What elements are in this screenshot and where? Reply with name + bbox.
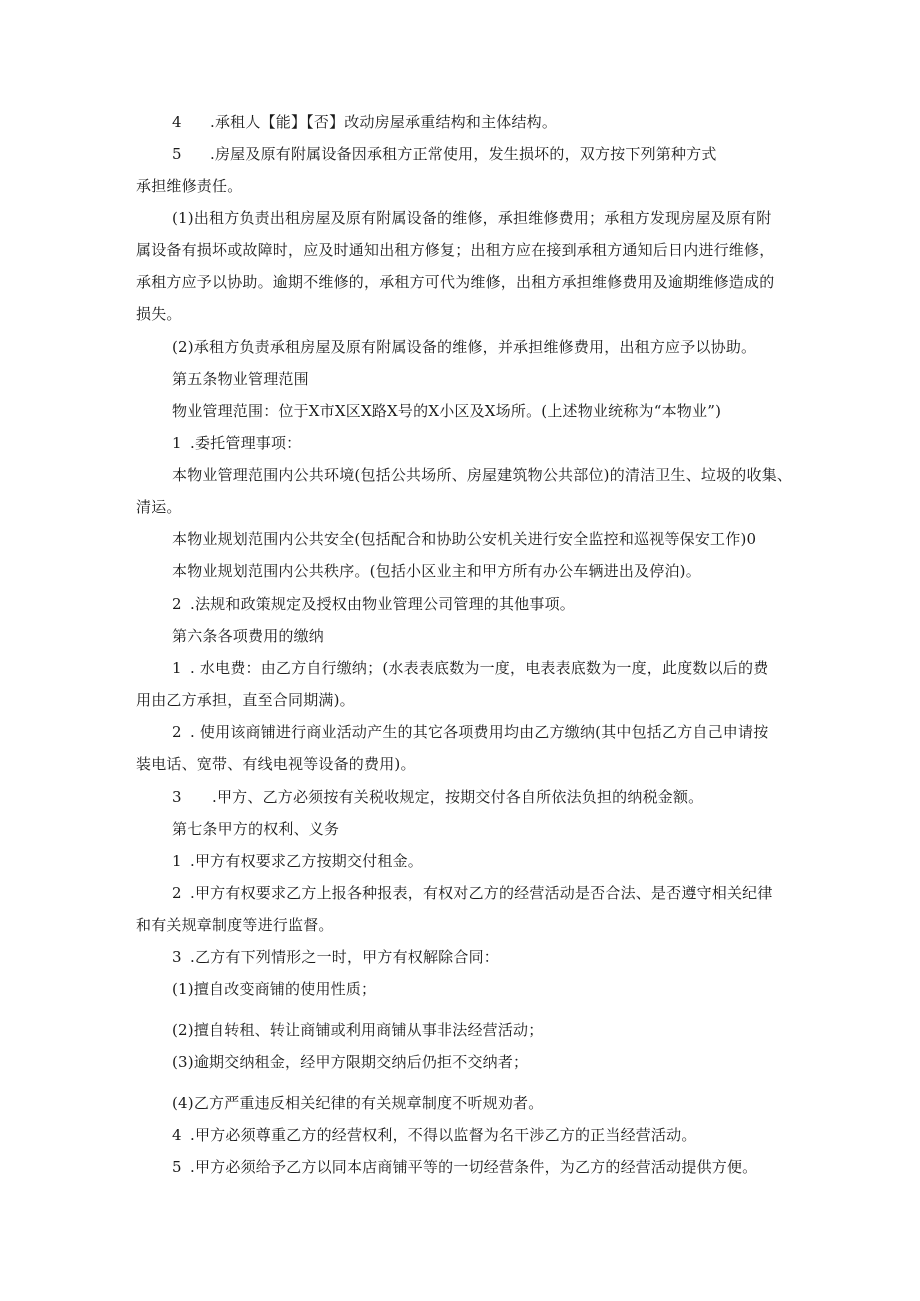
list-number: 1 [172,434,182,452]
list-number: 4 [172,113,182,131]
clause-5-repair-responsibility [172,144,717,164]
paragraph-line: 和有关规章制度等进行监督。 [136,916,334,934]
item-text: .乙方有下列情形之一时，甲方有权解除合同： [190,948,499,966]
clause-text: .承租人【能】【否】改动房屋承重结构和主体结构。 [210,113,558,131]
numbered-item [172,947,499,967]
numbered-item [172,433,301,453]
item-text: . 使用该商铺进行商业活动产生的其它各项费用均由乙方缴纳(其中包括乙方自己申请按 [190,723,769,741]
list-number: 5 [172,145,182,163]
item-text: .法规和政策规定及授权由物业管理公司管理的其他事项。 [190,595,575,613]
item-text: .委托管理事项： [190,434,302,452]
list-number: 2 [172,595,182,613]
numbered-item [172,1125,697,1145]
sub-item: (3)逾期交纳租金，经甲方限期交纳后仍拒不交纳者； [172,1053,529,1071]
paragraph-line: 物业管理范围：位于X市X区X路X号的X小区及X场所。(上述物业统称为“本物业”) [172,402,722,420]
numbered-item [172,1157,757,1177]
paragraph-line: 本物业规划范围内公共秩序。(包括小区业主和甲方所有办公车辆进出及停泊)。 [172,562,701,580]
item-text: .甲方、乙方必须按有关税收规定，按期交付各自所依法负担的纳税金额。 [212,788,704,806]
item-text: . 水电费：由乙方自行缴纳；(水表表底数为一度，电表表底数为一度，此度数以后的费 [190,659,769,677]
paragraph-line: 承担维修责任。 [136,177,243,195]
clause-4-no-structural-change [172,112,557,132]
numbered-item [172,883,773,903]
list-number: 2 [172,884,182,902]
paragraph-line: (1)出租方负责出租房屋及原有附属设备的维修，承担维修费用；承租方发现房屋及原有附 [172,209,772,227]
paragraph-line: 本物业规划范围内公共安全(包括配合和协助公安机关进行安全监控和巡视等保安工作)0 [172,530,757,548]
list-number: 1 [172,659,182,677]
paragraph-line: 本物业管理范围内公共环境(包括公共场所、房屋建筑物公共部位)的清洁卫生、垃圾的收集、 [172,466,793,484]
paragraph-line: 装电话、宽带、有线电视等设备的费用)。 [136,755,416,773]
paragraph-line: 清运。 [136,498,182,516]
sub-item: (4)乙方严重违反相关纪律的有关规章制度不听规劝者。 [172,1094,544,1112]
numbered-item [172,851,423,871]
paragraph-line: 承租方应予以协助。逾期不维修的，承租方可代为维修，出租方承担维修费用及逾期维修造成的 [136,273,775,291]
list-number: 3 [172,788,182,806]
section-heading-6: 第六条各项费用的缴纳 [172,627,325,645]
paragraph-line: 损失。 [136,305,182,323]
numbered-item [172,722,768,742]
sub-item: (1)擅自改变商铺的使用性质； [172,980,377,998]
item-text: .甲方必须尊重乙方的经营权利，不得以监督为名干涉乙方的正当经营活动。 [190,1126,697,1144]
list-number: 2 [172,723,182,741]
paragraph-line: 属设备有损坏或故障时，应及时通知出租方修复；出租方应在接到承租方通知后日内进行维修， [136,241,775,259]
list-number: 3 [172,948,182,966]
clause-text: .房屋及原有附属设备因承租方正常使用，发生损坏的，双方按下列第种方式 [210,145,717,163]
list-number: 1 [172,852,182,870]
numbered-item [172,658,768,678]
numbered-item [172,787,703,807]
item-text: .甲方有权要求乙方按期交付租金。 [190,852,423,870]
list-number: 4 [172,1126,182,1144]
section-heading-5: 第五条物业管理范围 [172,370,309,388]
sub-item: (2)擅自转租、转让商铺或利用商铺从事非法经营活动； [172,1021,544,1039]
list-number: 5 [172,1158,182,1176]
numbered-item [172,594,575,614]
item-text: .甲方必须给予乙方以同本店商铺平等的一切经营条件，为乙方的经营活动提供方便。 [190,1158,758,1176]
item-text: .甲方有权要求乙方上报各种报表，有权对乙方的经营活动是否合法、是否遵守相关纪律 [190,884,773,902]
paragraph-line: 用由乙方承担，直至合同期满)。 [136,691,355,709]
paragraph-line: (2)承租方负责承租房屋及原有附属设备的维修，并承担维修费用，出租方应予以协助。 [172,338,757,356]
section-heading-7: 第七条甲方的权利、义务 [172,820,340,838]
